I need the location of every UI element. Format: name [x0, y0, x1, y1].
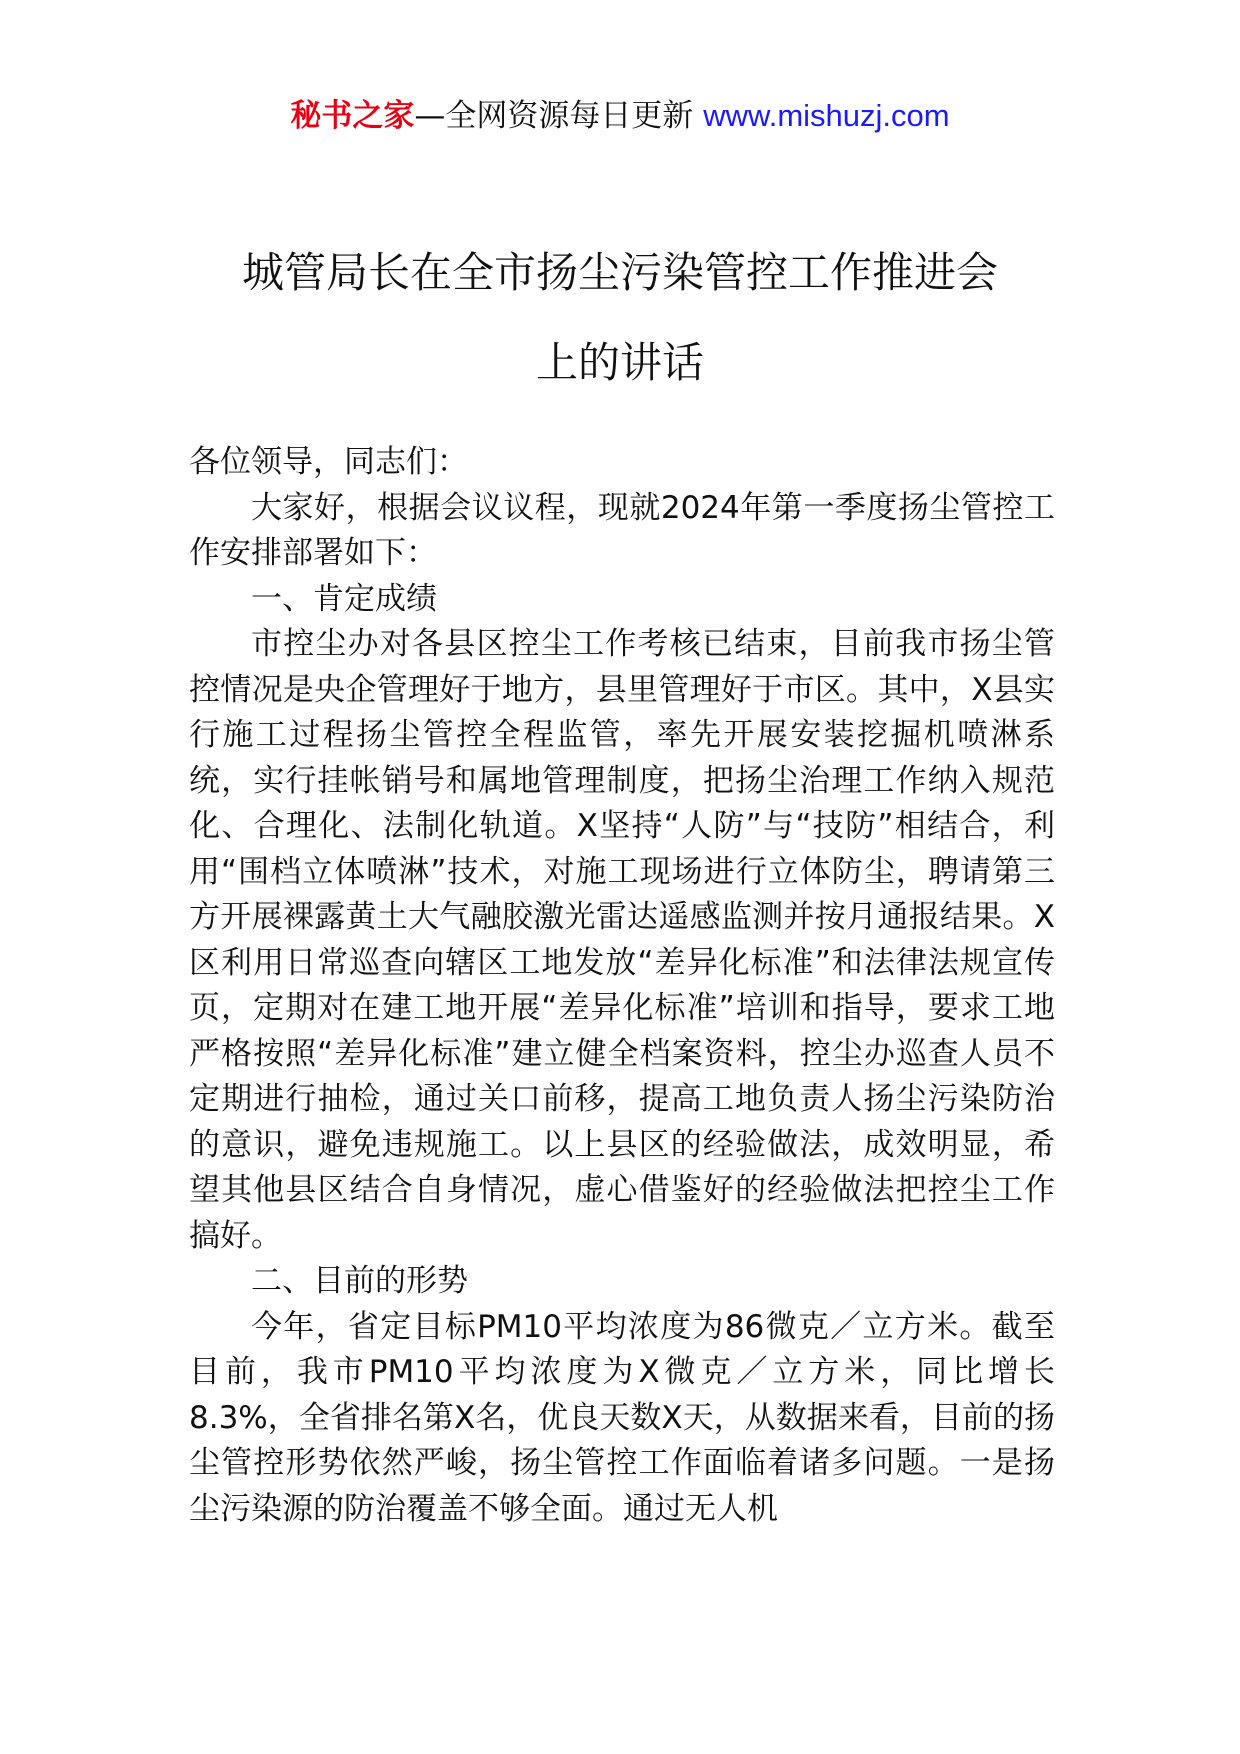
intro-paragraph: 大家好，根据会议议程，现就2024年第一季度扬尘管控工作安排部署如下： — [189, 489, 1055, 571]
site-brand: 秘书之家 — [290, 98, 415, 134]
section-1-heading: 一、肯定成绩 — [251, 580, 437, 617]
title-line-1: 城管局长在全市扬尘污染管控工作推进会 — [241, 248, 998, 297]
section-2-heading: 二、目前的形势 — [251, 1263, 468, 1299]
site-url[interactable]: www.mishuzj.com — [703, 98, 950, 133]
document-title — [140, 228, 1100, 408]
document-body — [189, 440, 1055, 1532]
site-tagline: —全网资源每日更新 — [414, 98, 694, 134]
section-2-paragraph: 今年，省定目标PM10平均浓度为86微克／立方米。截至目前，我市PM10平均浓度为X微克／立方米，同比增长8.3%，全省排名第X名，优良天数X天，从数据来看，目前的扬尘管控形势依然严峻，扬尘管控工作面临着诸多问题。一是扬尘污染源的防治覆盖不够全面。通过无人机 — [189, 1308, 1055, 1527]
title-line-2: 上的讲话 — [535, 338, 704, 387]
section-1-paragraph: 市控尘办对各县区控尘工作考核已结束，目前我市扬尘管控情况是央企管理好于地方，县里管理好于市区。其中，X县实行施工过程扬尘管控全程监管，率先开展安装挖掘机喷淋系统，实行挂帐销号和属地管理制度，把扬尘治理工作纳入规范化、合理化、法制化轨道。X坚持“人防”与“技防”相结合，利用“围档立体喷淋”技术，对施工现场进行立体防尘，聘请第三方开展裸露黄土大气融胶激光雷达遥感监测并按月通报结果。X区利用日常巡查向辖区工地发放“差异化标准”和法律法规宣传页，定期对在建工地开展“差异化标准”培训和指导，要求工地严格按照“差异化标准”建立健全档案资料，控尘办巡查人员不定期进行抽检，通过关口前移，提高工地负责人扬尘污染防治的意识，避免违规施工。以上县区的经验做法，成效明显，希望其他县区结合自身情况，虚心借鉴好的经验做法把控尘工作搞好。 — [189, 626, 1055, 1254]
salutation: 各位领导，同志们： — [189, 444, 468, 480]
site-banner — [0, 96, 1240, 136]
